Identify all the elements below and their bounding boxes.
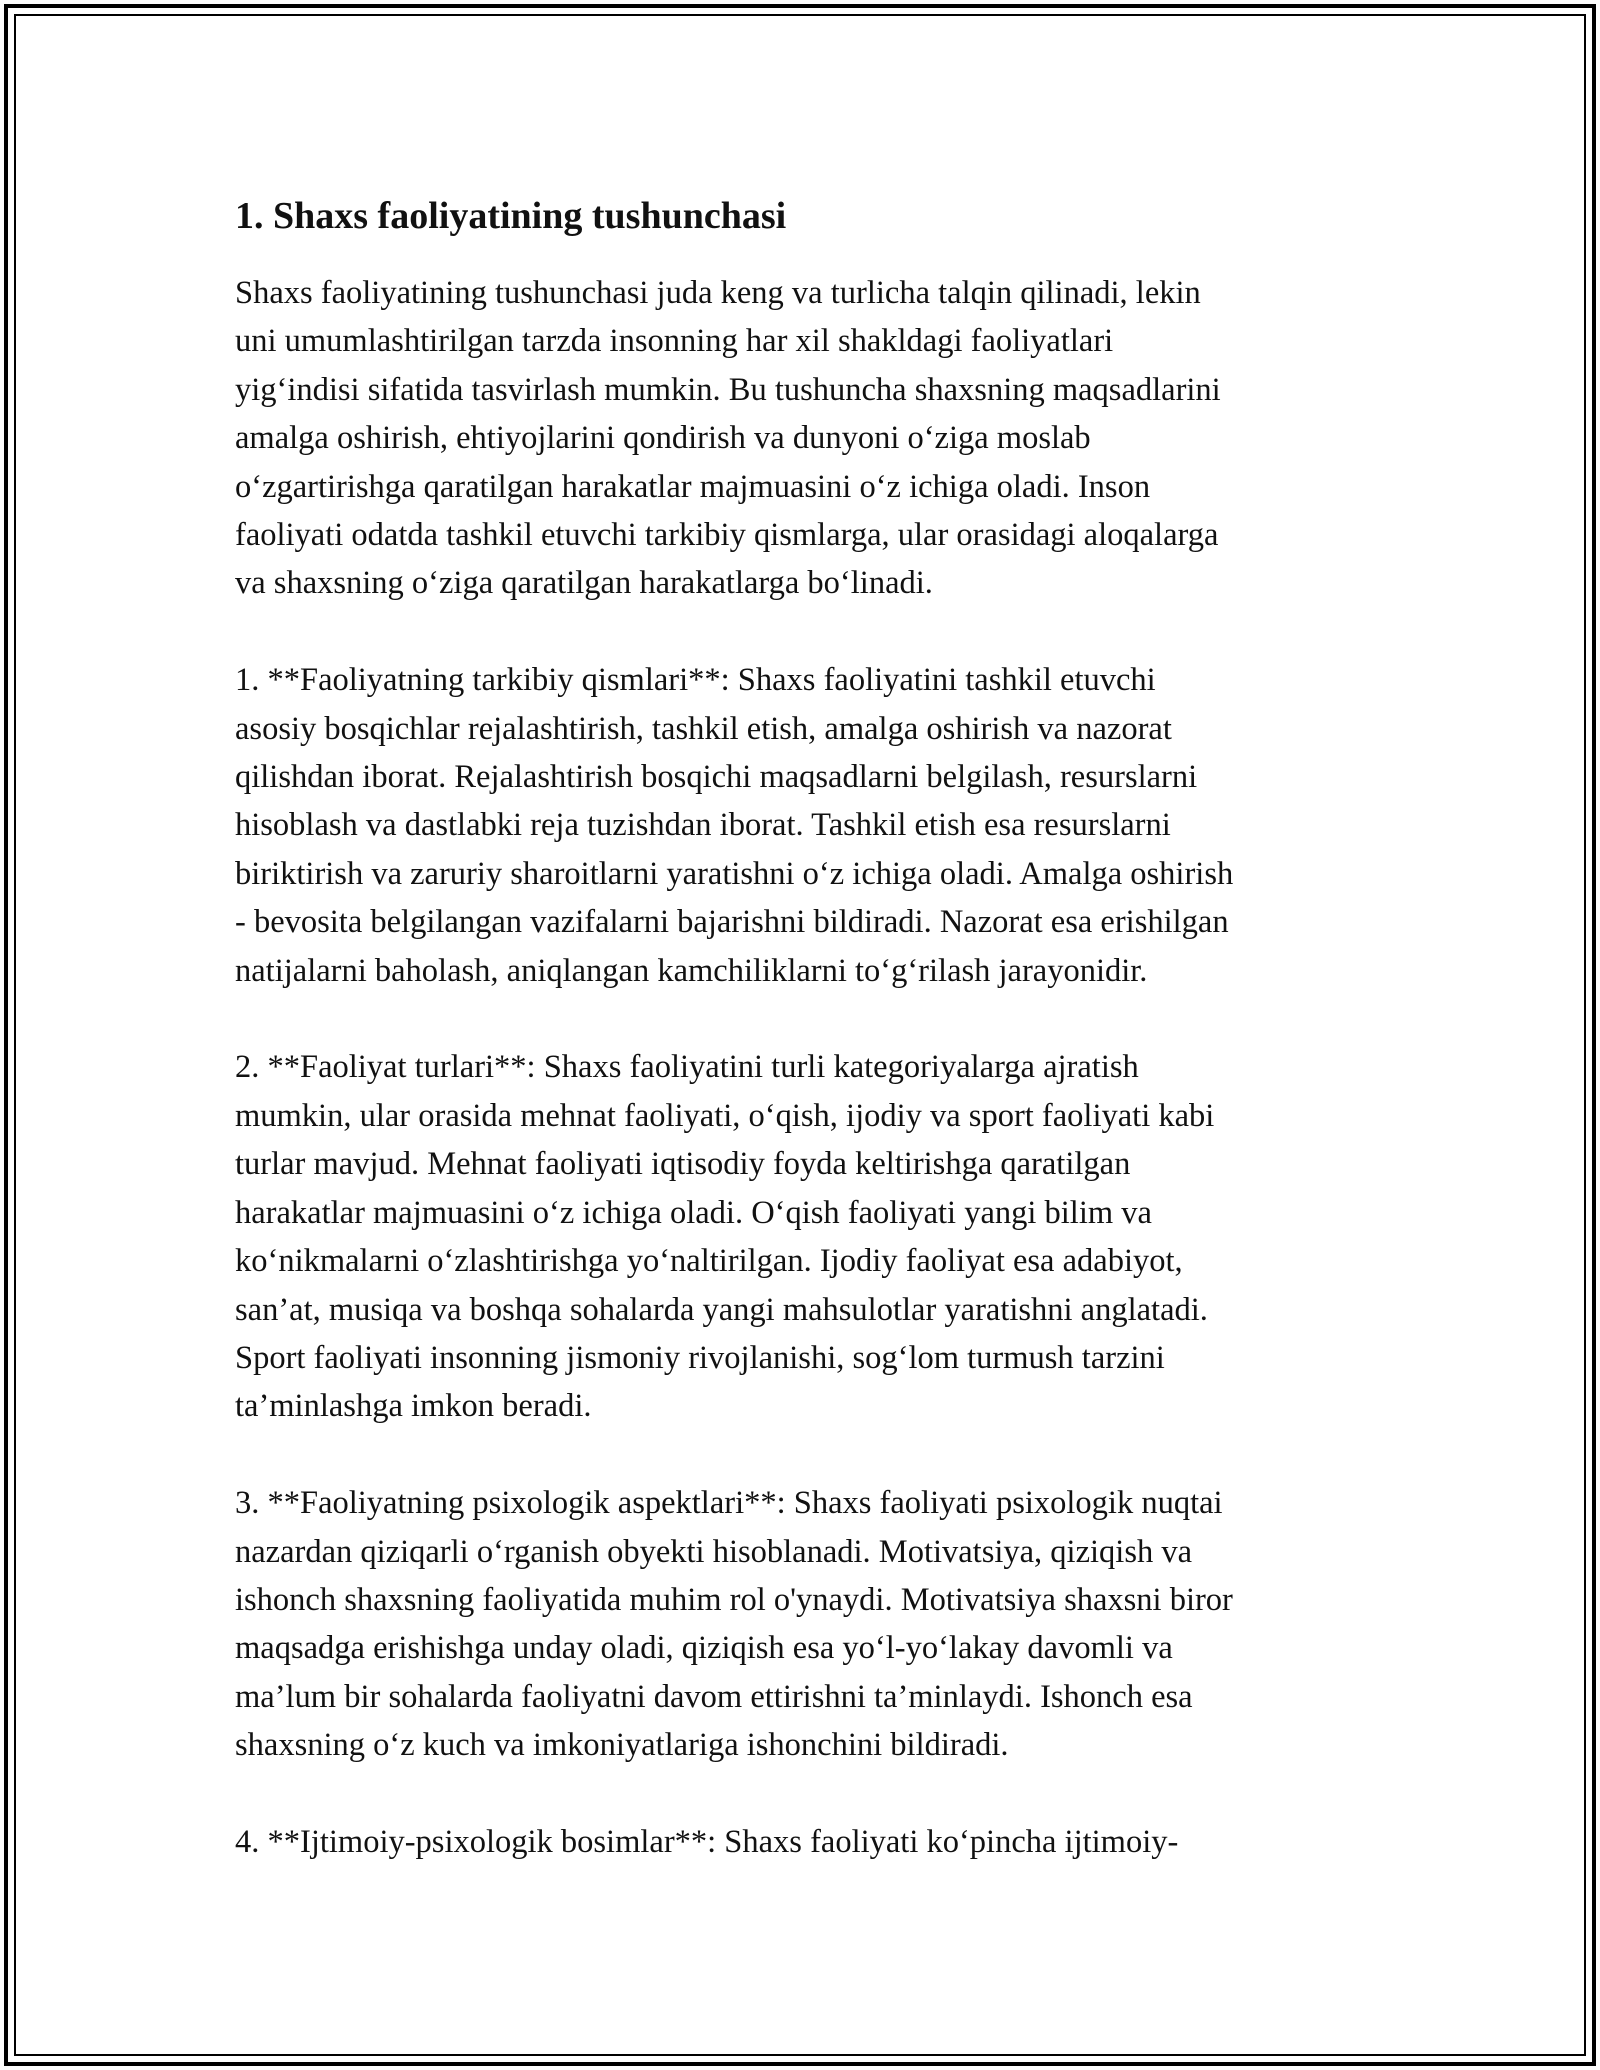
paragraph-psychological-aspects: 3. **Faoliyatning psixologik aspektlari**: Shaxs faoliyati psixologik nuqtai nazardan qiziqarli o‘rganish obyekti hisoblanadi. Motivatsiya, qiziqish va ishonch shaxsning faoliyatida muhim rol o'ynaydi. Motivatsiya shaxsni biror maqsadga erishishga unday oladi, qiziqish esa yo‘l-yo‘lakay davomli va ma’lum bir sohalarda faoliyatni davom ettirishni ta’minlaydi. Ishonch esa shaxsning o‘z kuch va imkoniyatlariga ishonchini bildiradi. [235, 1485, 1233, 1764]
paragraph-activity-types: 2. **Faoliyat turlari**: Shaxs faoliyatini turli kategoriyalarga ajratish mumkin, ular orasida mehnat faoliyati, o‘qish, ijodiy va sport faoliyati kabi turlar mavjud. Mehnat faoliyati iqtisodiy foyda keltirishga qaratilgan harakatlar majmuasini o‘z ichiga oladi. O‘qish faoliyati yangi bilim va ko‘nikmalarni o‘zlashtirishga yo‘naltirilgan. Ijodiy faoliyat esa adabiyot, san’at, musiqa va boshqa sohalarda yangi mahsulotlar yaratishni anglatadi. Sport faoliyati insonning jismoniy rivojlanishi, sog‘lom turmush tarzini ta’minlashga imkon beradi. [235, 1049, 1215, 1425]
paragraph-components: 1. **Faoliyatning tarkibiy qismlari**: Shaxs faoliyatini tashkil etuvchi asosiy bosqichlar rejalashtirish, tashkil etish, amalga oshirish va nazorat qilishdan iborat. Rejalashtirish bosqichi maqsadlarni belgilash, resurslarni hisoblash va dastlabki reja tuzishdan iborat. Tashkil etish esa resurslarni biriktirish va zaruriy sharoitlarni yaratishni o‘z ichiga oladi. Amalga oshirish - bevosita belgilangan vazifalarni bajarishni bildiradi. Nazorat esa erishilgan natijalarni baholash, aniqlangan kamchiliklarni to‘g‘rilash jarayonidir. [235, 662, 1234, 989]
paragraph-social-pressures: 4. **Ijtimoiy-psixologik bosimlar**: Shaxs faoliyati ko‘pincha ijtimoiy- [235, 1823, 1179, 1860]
section-heading: 1. Shaxs faoliyatining tushunchasi [235, 195, 787, 237]
intro-paragraph: Shaxs faoliyatining tushunchasi juda keng va turlicha talqin qilinadi, lekin uni umumlashtirilgan tarzda insonning har xil shakldagi faoliyatlari yig‘indisi sifatida tasvirlash mumkin. Bu tushuncha shaxsning maqsadlarini amalga oshirish, ehtiyojlarini qondirish va dunyoni o‘ziga moslab o‘zgartirishga qaratilgan harakatlar majmuasini o‘z ichiga oladi. Inson faoliyati odatda tashkil etuvchi tarkibiy qismlarga, ular orasidagi aloqalarga va shaxsning o‘ziga qaratilgan harakatlarga bo‘linadi. [235, 275, 1221, 602]
document-body [235, 185, 1385, 1866]
